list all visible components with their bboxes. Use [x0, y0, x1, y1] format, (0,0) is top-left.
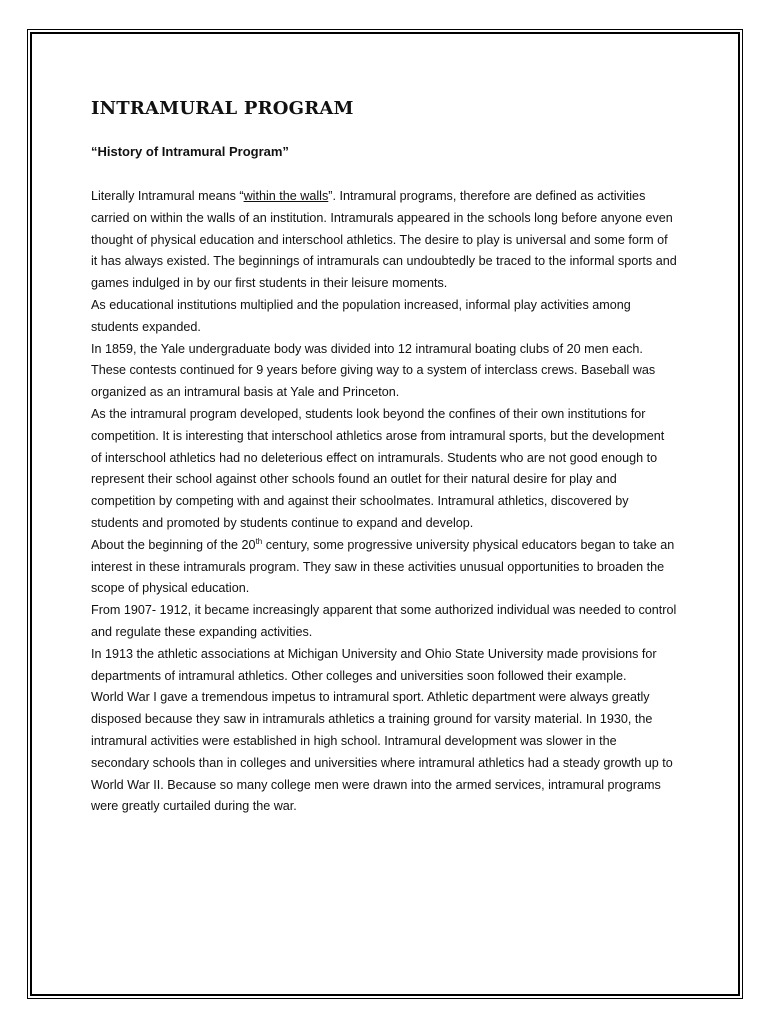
underlined-phrase: within the walls [243, 189, 329, 203]
paragraph-1907-1912: From 1907- 1912, it became increasingly apparent that some authorized individual was needed to control and regulate these expanding activities. [91, 603, 677, 639]
paragraph-definition-rest: ”. Intramural programs, therefore are defined as activities carried on within the walls of an institution. Intramurals appeared in the schools long before anyone even thought of physical education and interschool athletics. The desire to play is universal and some form of it has always existed. The beginnings of intramurals can undoubtedly be traced to the informal sports and games indulged in by our first students in their leisure moments. [91, 189, 677, 291]
document-body [91, 186, 677, 818]
section-subtitle: “History of Intramural Program” [91, 144, 289, 159]
paragraph-yale-1859: In 1859, the Yale undergraduate body was divided into 12 intramural boating clubs of 20 men each. These contests continued for 9 years before giving way to a system of interclass crews. Baseball was organized as an intramural basis at Yale and Princeton. [91, 341, 656, 400]
paragraph-definition-start: Literally Intramural means “ [91, 189, 244, 203]
document-content [91, 94, 677, 818]
paragraph-definition [91, 186, 677, 295]
paragraph-development: As the intramural program developed, students look beyond the confines of their own institutions for competition. It is interesting that interschool athletics arose from intramural sports, but the development of interschool athletics had no deleterious effect on intramurals. Students who are not good enough to represent their school against other schools found an outlet for their natural desire for play and competition by competing with and against their schoolmates. Intramural athletics, discovered by students and promoted by students continue to expand and develop. [91, 406, 665, 530]
page-title: INTRAMURAL PROGRAM [91, 98, 354, 119]
superscript-th: th [255, 536, 263, 546]
paragraph-expansion: As educational institutions multiplied and the population increased, informal play activities among students expanded. [91, 297, 631, 334]
paragraph-20th-century-start: About the beginning of the 20 [91, 537, 256, 552]
paragraph-world-war: World War I gave a tremendous impetus to intramural sport. Athletic department were always greatly disposed because they saw in intramurals athletics a training ground for varsity material. In 1930, the intramural activities were established in high school. Intramural development was slower in the secondary schools than in colleges and universities where intramural athletics had a steady growth up to World War II. Because so many college men were drawn into the armed services, intramural programs were greatly curtailed during the war. [91, 690, 673, 814]
paragraph-20th-century-rest: century, some progressive university physical educators began to take an interest in these intramurals program. They saw in these activities unusual opportunities to broaden the scope of physical education. [91, 537, 675, 596]
paragraph-20th-century [91, 535, 677, 600]
paragraph-1913: In 1913 the athletic associations at Michigan University and Ohio State University made provisions for departments of intramural athletics. Other colleges and universities soon followed their example. [91, 646, 657, 683]
